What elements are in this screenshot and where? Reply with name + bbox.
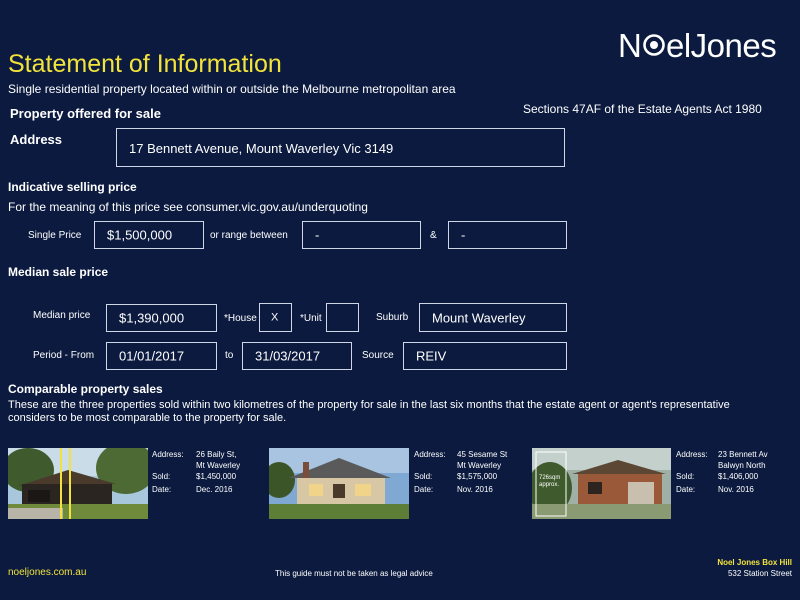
underquoting-note: For the meaning of this price see consumer.vic.gov.au/underquoting bbox=[8, 200, 368, 214]
unit-checkbox bbox=[326, 303, 359, 332]
address-value: 17 Bennett Avenue, Mount Waverley Vic 3149 bbox=[129, 141, 394, 156]
comparable-1-date-value: Dec. 2016 bbox=[196, 485, 233, 494]
footer-office-address: 532 Station Street bbox=[727, 569, 792, 578]
svg-text:elJones: elJones bbox=[666, 27, 777, 64]
source-label: Source bbox=[362, 350, 394, 361]
period-from-field bbox=[106, 342, 217, 370]
comparable-1-date-label: Date: bbox=[152, 485, 172, 494]
period-from-value: 01/01/2017 bbox=[119, 348, 185, 364]
plan-size-label: 726sqm bbox=[539, 475, 561, 481]
address-field bbox=[116, 128, 565, 167]
comparable-3-date-value: Nov. 2016 bbox=[718, 485, 754, 494]
property-offered-heading: Property offered for sale bbox=[10, 106, 161, 121]
range-between-label: or range between bbox=[210, 230, 288, 241]
period-from-label: Period - From bbox=[33, 350, 95, 361]
comparable-3-date-label: Date: bbox=[676, 485, 696, 494]
comparable-3-sold-label: Sold: bbox=[676, 472, 695, 481]
range-separator: & bbox=[430, 230, 437, 241]
suburb-label: Suburb bbox=[376, 312, 409, 323]
suburb-field bbox=[419, 303, 567, 332]
footer-disclaimer: This guide must not be taken as legal advice bbox=[275, 569, 433, 578]
footer-office-name: Noel Jones Box Hill bbox=[717, 558, 792, 567]
comparable-2-date-label: Date: bbox=[414, 485, 434, 494]
svg-text:N: N bbox=[618, 27, 642, 64]
comparable-sales-heading: Comparable property sales bbox=[8, 382, 163, 396]
comparable-3-address-line1: 23 Bennett Av bbox=[718, 450, 768, 459]
comparable-3-plan-label bbox=[539, 475, 560, 489]
period-to-field bbox=[242, 342, 352, 370]
footer-website-link[interactable]: noeljones.com.au bbox=[8, 567, 87, 578]
comparable-3-address-line2: Balwyn North bbox=[718, 461, 766, 470]
single-price-label: Single Price bbox=[28, 230, 82, 241]
unit-label: *Unit bbox=[300, 313, 322, 324]
comparable-3-sold-value: $1,406,000 bbox=[718, 472, 759, 481]
comparable-1-address-line2: Mt Waverley bbox=[196, 461, 241, 470]
comparable-1-address-label: Address: bbox=[152, 450, 184, 459]
suburb-value: Mount Waverley bbox=[432, 310, 526, 325]
median-price-label: Median price bbox=[33, 310, 91, 321]
range-high-value: - bbox=[461, 227, 466, 243]
house-label: *House bbox=[224, 313, 257, 324]
house-check-value: X bbox=[271, 311, 279, 323]
period-to-label: to bbox=[225, 350, 234, 361]
page-subtitle: Single residential property located within or outside the Melbourne metropolitan area bbox=[8, 82, 456, 96]
range-low-field bbox=[302, 221, 421, 249]
comparable-2-photo bbox=[269, 448, 409, 519]
indicative-price-heading: Indicative selling price bbox=[8, 180, 137, 194]
comparable-1-sold-label: Sold: bbox=[152, 472, 171, 481]
comparable-1-address-line1: 26 Baily St, bbox=[196, 450, 237, 459]
median-price-field bbox=[106, 304, 217, 332]
median-price-heading: Median sale price bbox=[8, 265, 109, 279]
comparable-2-sold-label: Sold: bbox=[414, 472, 433, 481]
house-checkbox bbox=[259, 303, 292, 332]
comparable-2-address-label: Address: bbox=[414, 450, 446, 459]
source-field bbox=[403, 342, 567, 370]
comparable-sales-description: These are the three properties sold within two kilometres of the property for sale in the last six months that the estate agent or agent's representative considers to be most comparable to the property for sale. bbox=[8, 399, 730, 424]
single-price-field bbox=[94, 221, 204, 249]
comparable-3-address-label: Address: bbox=[676, 450, 708, 459]
comparable-1-sold-value: $1,450,000 bbox=[196, 472, 237, 481]
comparable-2-date-value: Nov. 2016 bbox=[457, 485, 493, 494]
logo-graphic bbox=[618, 26, 798, 66]
period-to-value: 31/03/2017 bbox=[255, 348, 321, 364]
comparable-1-photo bbox=[8, 448, 148, 519]
plan-approx-label: approx. bbox=[539, 482, 560, 488]
comparable-2-address-line2: Mt Waverley bbox=[457, 461, 502, 470]
range-high-field bbox=[448, 221, 567, 249]
median-price-value: $1,390,000 bbox=[119, 310, 185, 326]
address-label: Address bbox=[10, 132, 63, 147]
noel-jones-logo bbox=[618, 26, 798, 66]
comparable-2-address-line1: 45 Sesame St bbox=[457, 450, 508, 459]
source-value: REIV bbox=[416, 348, 447, 364]
act-reference: Sections 47AF of the Estate Agents Act 1980 bbox=[523, 102, 762, 116]
comparable-2-sold-value: $1,575,000 bbox=[457, 472, 498, 481]
range-low-value: - bbox=[315, 227, 320, 243]
single-price-value: $1,500,000 bbox=[107, 227, 173, 243]
page-title: Statement of Information bbox=[8, 50, 282, 78]
